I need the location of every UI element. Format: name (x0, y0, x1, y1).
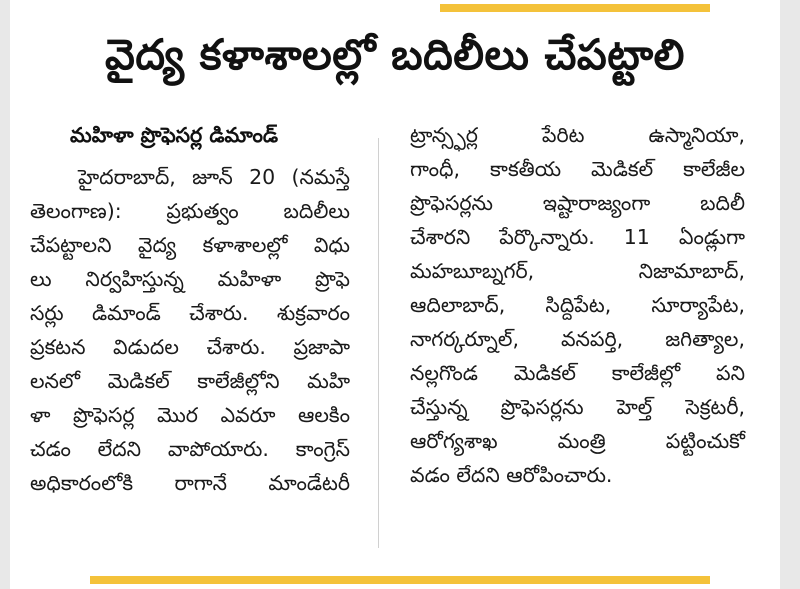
headline: వైద్య కళాశాలల్లో బదిలీలు చేపట్టాలి (105, 30, 685, 79)
column-divider (378, 138, 379, 548)
article-line: ప్రొఫెసర్లను ఇష్టారాజ్యంగా బదిలీ (410, 191, 745, 215)
article-column-left (30, 118, 350, 500)
article-column-right (410, 118, 745, 492)
top-accent-rule (440, 4, 710, 12)
article-line: ఆదిలాబాద్, సిద్దిపేట, సూర్యాపేట, (410, 293, 745, 317)
article-line: చడం లేదని వాపోయారు. కాంగ్రెస్ (30, 437, 350, 461)
article-line: లు నిర్వహిస్తున్న మహిళా ప్రొఫె (30, 267, 350, 291)
article-line: ట్రాన్స్ఫర్ల పేరిట ఉస్మానియా, (410, 123, 745, 147)
article-line: గాంధీ, కాకతీయ మెడికల్ కాలేజీల (410, 157, 745, 181)
article-line: చేస్తున్న ప్రొఫెసర్లను హెల్త్ సెక్రటరీ, (410, 395, 745, 419)
article-line: ళా ప్రొఫెసర్ల మొర ఎవరూ ఆలకిం (30, 403, 350, 427)
article-line: హైదరాబాద్, జూన్ 20 (నమస్తే (78, 165, 350, 189)
article-line: తెలంగాణ): ప్రభుత్వం బదిలీలు (30, 199, 350, 223)
byline: మహిళా ప్రొఫెసర్ల డిమాండ్ (70, 123, 279, 147)
article-line: నల్లగొండ మెడికల్ కాలేజీల్లో పని (410, 361, 745, 385)
bottom-accent-rule (90, 576, 710, 584)
article-line: సర్లు డిమాండ్ చేశారు. శుక్రవారం (30, 301, 350, 325)
news-clipping (10, 0, 780, 589)
article-line: లనలో మెడికల్ కాలేజీల్లోని మహి (30, 369, 350, 393)
article-line: నాగర్కర్నూల్, వనపర్తి, జగిత్యాల, (410, 327, 745, 351)
article-line: చేపట్టాలని వైద్య కళాశాలల్లో విధు (30, 233, 350, 257)
article-line: ప్రకటన విడుదల చేశారు. ప్రజాపా (30, 335, 350, 359)
article-line: చేశారని పేర్కొన్నారు. 11 ఏండ్లుగా (410, 225, 745, 249)
article-line: ఆరోగ్యశాఖ మంత్రి పట్టించుకో (410, 429, 745, 453)
article-line: వడం లేదని ఆరోపించారు. (410, 463, 613, 487)
article-line: మహబూబ్నగర్, నిజామాబాద్, (410, 259, 745, 283)
article-line: అధికారంలోకి రాగానే మాండేటరీ (30, 471, 350, 495)
